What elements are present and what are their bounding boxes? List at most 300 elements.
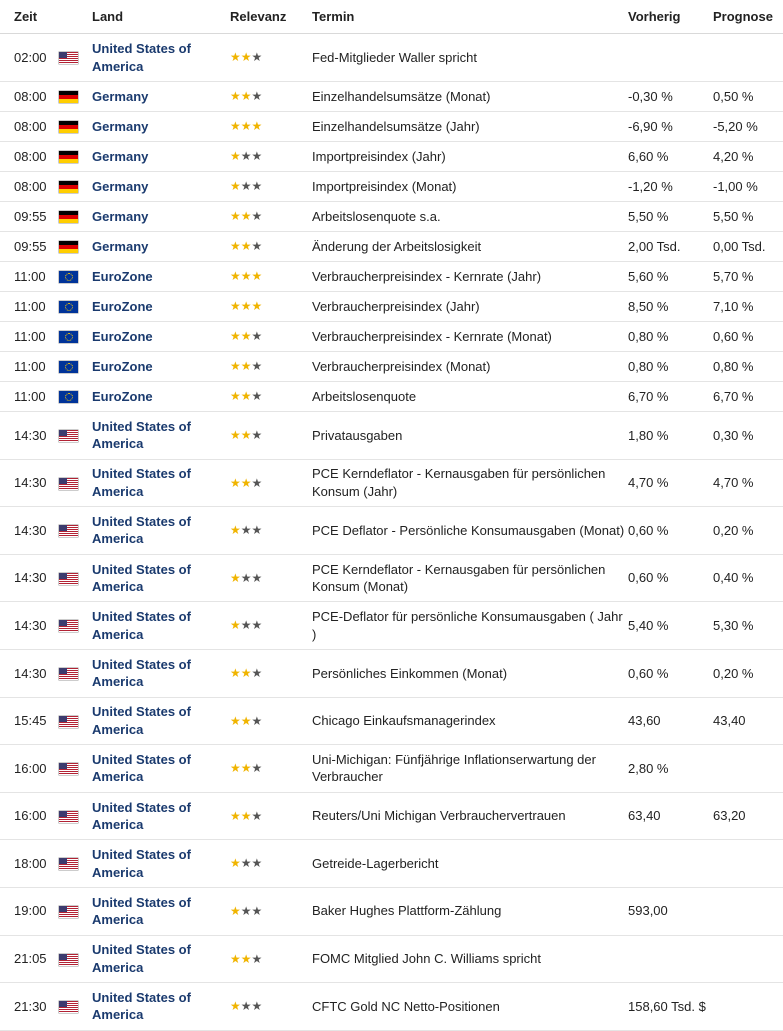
eu-flag-icon (59, 301, 78, 313)
star-filled-icon: ★ (230, 119, 241, 134)
country-name[interactable]: United States of America (92, 649, 230, 697)
forecast-value: 0,20 % (713, 507, 783, 555)
relevance-stars (230, 571, 262, 585)
forecast-value (713, 887, 783, 935)
event-time: 08:00 (0, 112, 59, 142)
relevance-rating (230, 507, 312, 555)
forecast-value: 5,30 % (713, 602, 783, 650)
forecast-value: 5,50 % (713, 202, 783, 232)
event-time: 14:30 (0, 649, 59, 697)
us-flag-icon (59, 430, 78, 442)
eu-flag-icon (59, 271, 78, 283)
de-flag-icon (59, 121, 78, 133)
relevance-stars (230, 999, 262, 1013)
star-filled-icon: ★ (230, 903, 241, 918)
table-row[interactable] (0, 983, 783, 1031)
star-empty-icon: ★ (251, 179, 263, 194)
previous-value: 593,00 (628, 887, 713, 935)
de-flag-icon (59, 181, 78, 193)
header-flag (59, 0, 92, 34)
event-title[interactable]: Änderung der Arbeitslosigkeit (312, 232, 628, 262)
relevance-rating (230, 792, 312, 840)
table-row[interactable] (0, 232, 783, 262)
forecast-value: 43,40 (713, 697, 783, 745)
flag-cell (59, 935, 92, 983)
relevance-rating (230, 935, 312, 983)
event-title[interactable]: Importpreisindex (Monat) (312, 172, 628, 202)
us-flag-icon (59, 906, 78, 918)
event-time: 14:30 (0, 507, 59, 555)
star-filled-icon: ★ (230, 428, 241, 443)
star-filled-icon: ★ (240, 713, 252, 728)
event-title[interactable]: Verbraucherpreisindex - Kernrate (Jahr) (312, 262, 628, 292)
event-title[interactable]: PCE Kerndeflator - Kernausgaben für persönlichen Konsum (Jahr) (312, 459, 628, 507)
star-filled-icon: ★ (240, 269, 252, 284)
star-filled-icon: ★ (240, 299, 252, 314)
forecast-value: 0,00 Tsd. (713, 232, 783, 262)
event-title[interactable]: Reuters/Uni Michigan Verbrauchervertrauen (312, 792, 628, 840)
header-relevance[interactable]: Relevanz (230, 0, 312, 34)
country-name[interactable]: Germany (92, 202, 230, 232)
forecast-value: 0,60 % (713, 322, 783, 352)
event-title[interactable]: Baker Hughes Plattform-Zählung (312, 887, 628, 935)
star-filled-icon: ★ (240, 359, 252, 374)
relevance-stars (230, 856, 262, 870)
event-title[interactable]: Getreide-Lagerbericht (312, 840, 628, 888)
us-flag-icon (59, 668, 78, 680)
star-empty-icon: ★ (240, 856, 252, 871)
event-title[interactable]: Einzelhandelsumsätze (Monat) (312, 82, 628, 112)
country-name[interactable]: EuroZone (92, 382, 230, 412)
us-flag-icon (59, 620, 78, 632)
star-filled-icon: ★ (230, 666, 241, 681)
country-name[interactable]: United States of America (92, 887, 230, 935)
star-empty-icon: ★ (240, 570, 252, 585)
country-name[interactable]: United States of America (92, 935, 230, 983)
flag-cell (59, 172, 92, 202)
star-filled-icon: ★ (230, 179, 241, 194)
star-empty-icon: ★ (251, 570, 263, 585)
relevance-stars (230, 89, 262, 103)
event-title[interactable]: PCE-Deflator für persönliche Konsumausgaben ( Jahr ) (312, 602, 628, 650)
flag-cell (59, 983, 92, 1031)
event-time: 15:45 (0, 697, 59, 745)
forecast-value: 0,40 % (713, 554, 783, 602)
table-row[interactable] (0, 382, 783, 412)
event-title[interactable]: Persönliches Einkommen (Monat) (312, 649, 628, 697)
star-filled-icon: ★ (240, 428, 252, 443)
forecast-value: 5,70 % (713, 262, 783, 292)
previous-value (628, 34, 713, 82)
country-name[interactable]: United States of America (92, 792, 230, 840)
event-title[interactable]: Verbraucherpreisindex (Jahr) (312, 292, 628, 322)
event-time: 02:00 (0, 34, 59, 82)
relevance-stars (230, 239, 262, 253)
previous-value (628, 935, 713, 983)
event-title[interactable]: Uni-Michigan: Fünfjährige Inflationserwartung der Verbraucher (312, 745, 628, 793)
flag-cell (59, 602, 92, 650)
star-filled-icon: ★ (230, 523, 241, 538)
star-filled-icon: ★ (230, 89, 241, 104)
table-row[interactable] (0, 840, 783, 888)
country-name[interactable]: EuroZone (92, 322, 230, 352)
star-empty-icon: ★ (251, 856, 263, 871)
relevance-rating (230, 887, 312, 935)
star-empty-icon: ★ (240, 999, 252, 1014)
star-filled-icon: ★ (230, 50, 241, 65)
event-title[interactable]: Einzelhandelsumsätze (Jahr) (312, 112, 628, 142)
star-empty-icon: ★ (251, 149, 263, 164)
previous-value: -0,30 % (628, 82, 713, 112)
table-row[interactable] (0, 82, 783, 112)
previous-value: 63,40 (628, 792, 713, 840)
star-filled-icon: ★ (230, 209, 241, 224)
us-flag-icon (59, 716, 78, 728)
star-empty-icon: ★ (251, 761, 263, 776)
star-empty-icon: ★ (251, 389, 263, 404)
previous-value: 2,80 % (628, 745, 713, 793)
table-row[interactable] (0, 507, 783, 555)
table-row[interactable] (0, 554, 783, 602)
previous-value (628, 840, 713, 888)
country-name[interactable]: Germany (92, 232, 230, 262)
previous-value: 0,60 % (628, 507, 713, 555)
table-row[interactable] (0, 352, 783, 382)
star-empty-icon: ★ (251, 523, 263, 538)
relevance-rating (230, 459, 312, 507)
flag-cell (59, 412, 92, 460)
star-filled-icon: ★ (240, 89, 252, 104)
star-filled-icon: ★ (240, 475, 252, 490)
star-filled-icon: ★ (230, 149, 241, 164)
star-filled-icon: ★ (251, 299, 263, 314)
relevance-rating (230, 382, 312, 412)
event-title[interactable]: PCE Deflator - Persönliche Konsumausgaben (Monat) (312, 507, 628, 555)
previous-value: -6,90 % (628, 112, 713, 142)
event-title[interactable]: Privatausgaben (312, 412, 628, 460)
previous-value: 1,80 % (628, 412, 713, 460)
relevance-stars (230, 299, 262, 313)
star-empty-icon: ★ (251, 713, 263, 728)
relevance-rating (230, 554, 312, 602)
relevance-stars (230, 269, 262, 283)
table-row[interactable] (0, 459, 783, 507)
star-filled-icon: ★ (230, 951, 241, 966)
event-time: 09:55 (0, 202, 59, 232)
star-filled-icon: ★ (230, 239, 241, 254)
header-forecast[interactable]: Prognose (713, 0, 783, 34)
star-empty-icon: ★ (251, 50, 263, 65)
relevance-stars (230, 904, 262, 918)
country-name[interactable]: United States of America (92, 554, 230, 602)
event-title[interactable]: Verbraucherpreisindex (Monat) (312, 352, 628, 382)
relevance-stars (230, 761, 262, 775)
event-time: 14:30 (0, 602, 59, 650)
country-name[interactable]: EuroZone (92, 292, 230, 322)
event-time: 11:00 (0, 382, 59, 412)
country-name[interactable]: United States of America (92, 983, 230, 1031)
star-empty-icon: ★ (251, 951, 263, 966)
event-time: 11:00 (0, 352, 59, 382)
star-empty-icon: ★ (251, 808, 263, 823)
star-empty-icon: ★ (251, 903, 263, 918)
forecast-value: 7,10 % (713, 292, 783, 322)
star-empty-icon: ★ (251, 428, 263, 443)
previous-value: 8,50 % (628, 292, 713, 322)
forecast-value: -5,20 % (713, 112, 783, 142)
star-filled-icon: ★ (230, 713, 241, 728)
flag-cell (59, 82, 92, 112)
table-row[interactable] (0, 172, 783, 202)
event-time: 21:30 (0, 983, 59, 1031)
star-empty-icon: ★ (240, 903, 252, 918)
country-name[interactable]: Germany (92, 112, 230, 142)
star-filled-icon: ★ (230, 475, 241, 490)
flag-cell (59, 322, 92, 352)
table-row[interactable] (0, 262, 783, 292)
star-empty-icon: ★ (251, 618, 263, 633)
relevance-rating (230, 34, 312, 82)
relevance-rating (230, 232, 312, 262)
event-title[interactable]: Fed-Mitglieder Waller spricht (312, 34, 628, 82)
event-title[interactable]: FOMC Mitglied John C. Williams spricht (312, 935, 628, 983)
previous-value: 5,60 % (628, 262, 713, 292)
country-name[interactable]: United States of America (92, 507, 230, 555)
star-empty-icon: ★ (240, 618, 252, 633)
country-name[interactable]: United States of America (92, 697, 230, 745)
country-name[interactable]: United States of America (92, 602, 230, 650)
table-row[interactable] (0, 34, 783, 82)
forecast-value (713, 935, 783, 983)
eu-flag-icon (59, 391, 78, 403)
flag-cell (59, 745, 92, 793)
star-empty-icon: ★ (251, 209, 263, 224)
us-flag-icon (59, 763, 78, 775)
relevance-rating (230, 412, 312, 460)
table-row[interactable] (0, 745, 783, 793)
flag-cell (59, 792, 92, 840)
star-filled-icon: ★ (230, 618, 241, 633)
forecast-value: 0,50 % (713, 82, 783, 112)
star-filled-icon: ★ (251, 119, 263, 134)
de-flag-icon (59, 91, 78, 103)
event-title[interactable]: Arbeitslosenquote s.a. (312, 202, 628, 232)
event-time: 14:30 (0, 412, 59, 460)
star-filled-icon: ★ (251, 269, 263, 284)
star-filled-icon: ★ (240, 329, 252, 344)
table-row[interactable] (0, 322, 783, 352)
flag-cell (59, 142, 92, 172)
star-filled-icon: ★ (230, 329, 241, 344)
header-country[interactable]: Land (92, 0, 230, 34)
event-time: 08:00 (0, 142, 59, 172)
star-filled-icon: ★ (230, 999, 241, 1014)
star-empty-icon: ★ (240, 523, 252, 538)
forecast-value: 0,20 % (713, 649, 783, 697)
relevance-rating (230, 262, 312, 292)
event-time: 08:00 (0, 172, 59, 202)
event-time: 16:00 (0, 792, 59, 840)
star-filled-icon: ★ (240, 239, 252, 254)
previous-value: 5,50 % (628, 202, 713, 232)
flag-cell (59, 649, 92, 697)
flag-cell (59, 887, 92, 935)
relevance-rating (230, 142, 312, 172)
star-empty-icon: ★ (251, 239, 263, 254)
previous-value: 43,60 (628, 697, 713, 745)
previous-value: 0,80 % (628, 322, 713, 352)
table-row[interactable] (0, 697, 783, 745)
star-empty-icon: ★ (251, 666, 263, 681)
relevance-rating (230, 649, 312, 697)
flag-cell (59, 292, 92, 322)
flag-cell (59, 262, 92, 292)
relevance-rating (230, 112, 312, 142)
forecast-value (713, 840, 783, 888)
eu-flag-icon (59, 361, 78, 373)
star-filled-icon: ★ (240, 209, 252, 224)
previous-value: 6,60 % (628, 142, 713, 172)
relevance-rating (230, 292, 312, 322)
relevance-stars (230, 179, 262, 193)
event-time: 14:30 (0, 554, 59, 602)
previous-value: 5,40 % (628, 602, 713, 650)
star-filled-icon: ★ (230, 389, 241, 404)
country-name[interactable]: Germany (92, 172, 230, 202)
flag-cell (59, 840, 92, 888)
relevance-stars (230, 618, 262, 632)
header-time[interactable]: Zeit (0, 0, 59, 34)
relevance-stars (230, 359, 262, 373)
relevance-rating (230, 697, 312, 745)
relevance-stars (230, 428, 262, 442)
table-header-row (0, 0, 783, 34)
event-title[interactable]: PCE Kerndeflator - Kernausgaben für persönlichen Konsum (Monat) (312, 554, 628, 602)
relevance-rating (230, 82, 312, 112)
country-name[interactable]: United States of America (92, 34, 230, 82)
country-name[interactable]: United States of America (92, 459, 230, 507)
us-flag-icon (59, 954, 78, 966)
previous-value: 0,80 % (628, 352, 713, 382)
star-filled-icon: ★ (230, 570, 241, 585)
flag-cell (59, 34, 92, 82)
star-filled-icon: ★ (230, 299, 241, 314)
relevance-rating (230, 602, 312, 650)
relevance-stars (230, 666, 262, 680)
forecast-value: 0,80 % (713, 352, 783, 382)
event-time: 11:00 (0, 292, 59, 322)
relevance-stars (230, 523, 262, 537)
event-time: 21:05 (0, 935, 59, 983)
table-row[interactable] (0, 292, 783, 322)
country-name[interactable]: United States of America (92, 840, 230, 888)
previous-value: -1,20 % (628, 172, 713, 202)
event-title[interactable]: Importpreisindex (Jahr) (312, 142, 628, 172)
star-filled-icon: ★ (230, 269, 241, 284)
table-row[interactable] (0, 887, 783, 935)
event-time: 11:00 (0, 322, 59, 352)
us-flag-icon (59, 1001, 78, 1013)
forecast-value: 6,70 % (713, 382, 783, 412)
star-filled-icon: ★ (230, 808, 241, 823)
star-filled-icon: ★ (240, 808, 252, 823)
table-row[interactable] (0, 412, 783, 460)
event-title[interactable]: Chicago Einkaufsmanagerindex (312, 697, 628, 745)
star-empty-icon: ★ (251, 999, 263, 1014)
star-empty-icon: ★ (251, 89, 263, 104)
country-name[interactable]: EuroZone (92, 352, 230, 382)
header-previous[interactable]: Vorherig (628, 0, 713, 34)
forecast-value: 0,30 % (713, 412, 783, 460)
relevance-stars (230, 50, 262, 64)
relevance-stars (230, 209, 262, 223)
star-empty-icon: ★ (240, 179, 252, 194)
event-time: 16:00 (0, 745, 59, 793)
relevance-rating (230, 202, 312, 232)
relevance-stars (230, 149, 262, 163)
event-title[interactable]: CFTC Gold NC Netto-Positionen (312, 983, 628, 1031)
event-time: 14:30 (0, 459, 59, 507)
relevance-stars (230, 119, 262, 133)
country-name[interactable]: Germany (92, 142, 230, 172)
previous-value: 0,60 % (628, 649, 713, 697)
table-row[interactable] (0, 649, 783, 697)
table-row[interactable] (0, 602, 783, 650)
table-row[interactable] (0, 112, 783, 142)
flag-cell (59, 352, 92, 382)
previous-value: 0,60 % (628, 554, 713, 602)
star-filled-icon: ★ (240, 666, 252, 681)
table-body (0, 34, 783, 1031)
country-name[interactable]: EuroZone (92, 262, 230, 292)
event-time: 09:55 (0, 232, 59, 262)
flag-cell (59, 202, 92, 232)
event-title[interactable]: Verbraucherpreisindex - Kernrate (Monat) (312, 322, 628, 352)
table-row[interactable] (0, 935, 783, 983)
country-name[interactable]: Germany (92, 82, 230, 112)
us-flag-icon (59, 478, 78, 490)
table-row[interactable] (0, 792, 783, 840)
relevance-rating (230, 983, 312, 1031)
previous-value: 158,60 Tsd. $ (628, 983, 713, 1031)
star-filled-icon: ★ (240, 119, 252, 134)
flag-cell (59, 382, 92, 412)
event-time: 08:00 (0, 82, 59, 112)
relevance-rating (230, 172, 312, 202)
relevance-rating (230, 840, 312, 888)
us-flag-icon (59, 573, 78, 585)
table-row[interactable] (0, 202, 783, 232)
flag-cell (59, 507, 92, 555)
previous-value: 4,70 % (628, 459, 713, 507)
relevance-stars (230, 329, 262, 343)
event-time: 11:00 (0, 262, 59, 292)
country-name[interactable]: United States of America (92, 745, 230, 793)
flag-cell (59, 459, 92, 507)
country-name[interactable]: United States of America (92, 412, 230, 460)
table-row[interactable] (0, 142, 783, 172)
eu-flag-icon (59, 331, 78, 343)
header-event[interactable]: Termin (312, 0, 628, 34)
us-flag-icon (59, 525, 78, 537)
flag-cell (59, 697, 92, 745)
forecast-value (713, 745, 783, 793)
star-filled-icon: ★ (240, 761, 252, 776)
star-empty-icon: ★ (251, 475, 263, 490)
event-title[interactable]: Arbeitslosenquote (312, 382, 628, 412)
flag-cell (59, 112, 92, 142)
forecast-value: -1,00 % (713, 172, 783, 202)
